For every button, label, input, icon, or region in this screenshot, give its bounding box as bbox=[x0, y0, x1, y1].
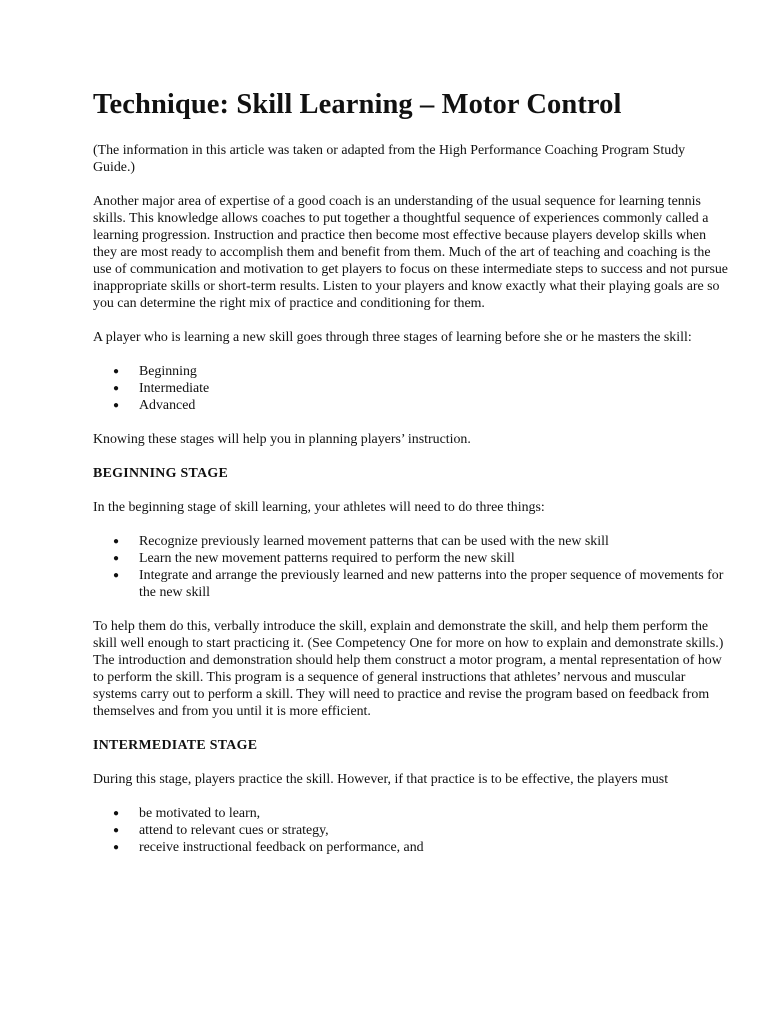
list-item: ● Learn the new movement patterns required to perform the new skill bbox=[113, 551, 515, 566]
bullet-icon: ● bbox=[113, 553, 120, 564]
list-item: ● Recognize previously learned movement patterns that can be used with the new skill bbox=[113, 534, 609, 549]
bullet-icon: ● bbox=[113, 383, 120, 394]
bullet-icon: ● bbox=[113, 825, 120, 836]
bullet-icon: ● bbox=[113, 366, 120, 377]
list-item: ● receive instructional feedback on performance, and bbox=[113, 840, 424, 855]
bullet-icon: ● bbox=[113, 808, 120, 819]
list-item: ● attend to relevant cues or strategy, bbox=[113, 823, 329, 838]
bullet-icon: ● bbox=[113, 842, 120, 853]
list-item: ● Integrate and arrange the previously learned and new patterns into the proper sequence of movements for the new skill bbox=[113, 568, 724, 600]
section-heading-intermediate: INTERMEDIATE STAGE bbox=[93, 738, 258, 753]
beginning-intro: In the beginning stage of skill learning, your athletes will need to do three things: bbox=[93, 500, 545, 515]
beginning-list bbox=[93, 533, 728, 601]
list-item: ● Beginning bbox=[113, 364, 197, 379]
beginning-paragraph: To help them do this, verbally introduce the skill, explain and demonstrate the skill, and help them perform the skill well enough to start practicing it. (See Competency One for more on how to explain and demonstrate skills.) The introduction and demonstration should help them construct a motor program, a mental representation of how to perform the skill. This program is a sequence of general instructions that athletes’ nervous and muscular systems carry out to perform a skill. They will need to practice and revise the program based on feedback from themselves and from you until it is more efficient. bbox=[93, 619, 724, 719]
paragraph-knowing: Knowing these stages will help you in planning players’ instruction. bbox=[93, 432, 471, 447]
page-title: Technique: Skill Learning – Motor Control bbox=[93, 89, 622, 120]
stages-list bbox=[93, 363, 728, 414]
bullet-icon: ● bbox=[113, 400, 120, 411]
intermediate-intro: During this stage, players practice the skill. However, if that practice is to be effective, the players must bbox=[93, 772, 669, 787]
bullet-icon: ● bbox=[113, 570, 120, 581]
paragraph-stages: A player who is learning a new skill goes through three stages of learning before she or he masters the skill: bbox=[93, 330, 692, 345]
intermediate-list bbox=[93, 805, 728, 856]
bullet-icon: ● bbox=[113, 536, 120, 547]
paragraph-expertise: Another major area of expertise of a good coach is an understanding of the usual sequence for learning tennis skills. This knowledge allows coaches to put together a thoughtful sequence of experiences commonly called a learning progression. Instruction and practice then become most effective because players develop skills when they are most ready to accomplish them and benefit from them. Much of the art of teaching and coaching is the use of communication and motivation to get players to focus on these intermediate steps to success and not pursue inappropriate skills or short-term results. Listen to your players and know exactly what their playing goals are so you can determine the right mix of practice and conditioning for them. bbox=[93, 194, 728, 311]
section-heading-beginning: BEGINNING STAGE bbox=[93, 466, 229, 481]
list-item: ● Intermediate bbox=[113, 381, 210, 396]
intro-note: (The information in this article was taken or adapted from the High Performance Coaching Program Study Guide.) bbox=[93, 143, 686, 175]
list-item: ● be motivated to learn, bbox=[113, 806, 261, 821]
list-item: ● Advanced bbox=[113, 398, 196, 413]
